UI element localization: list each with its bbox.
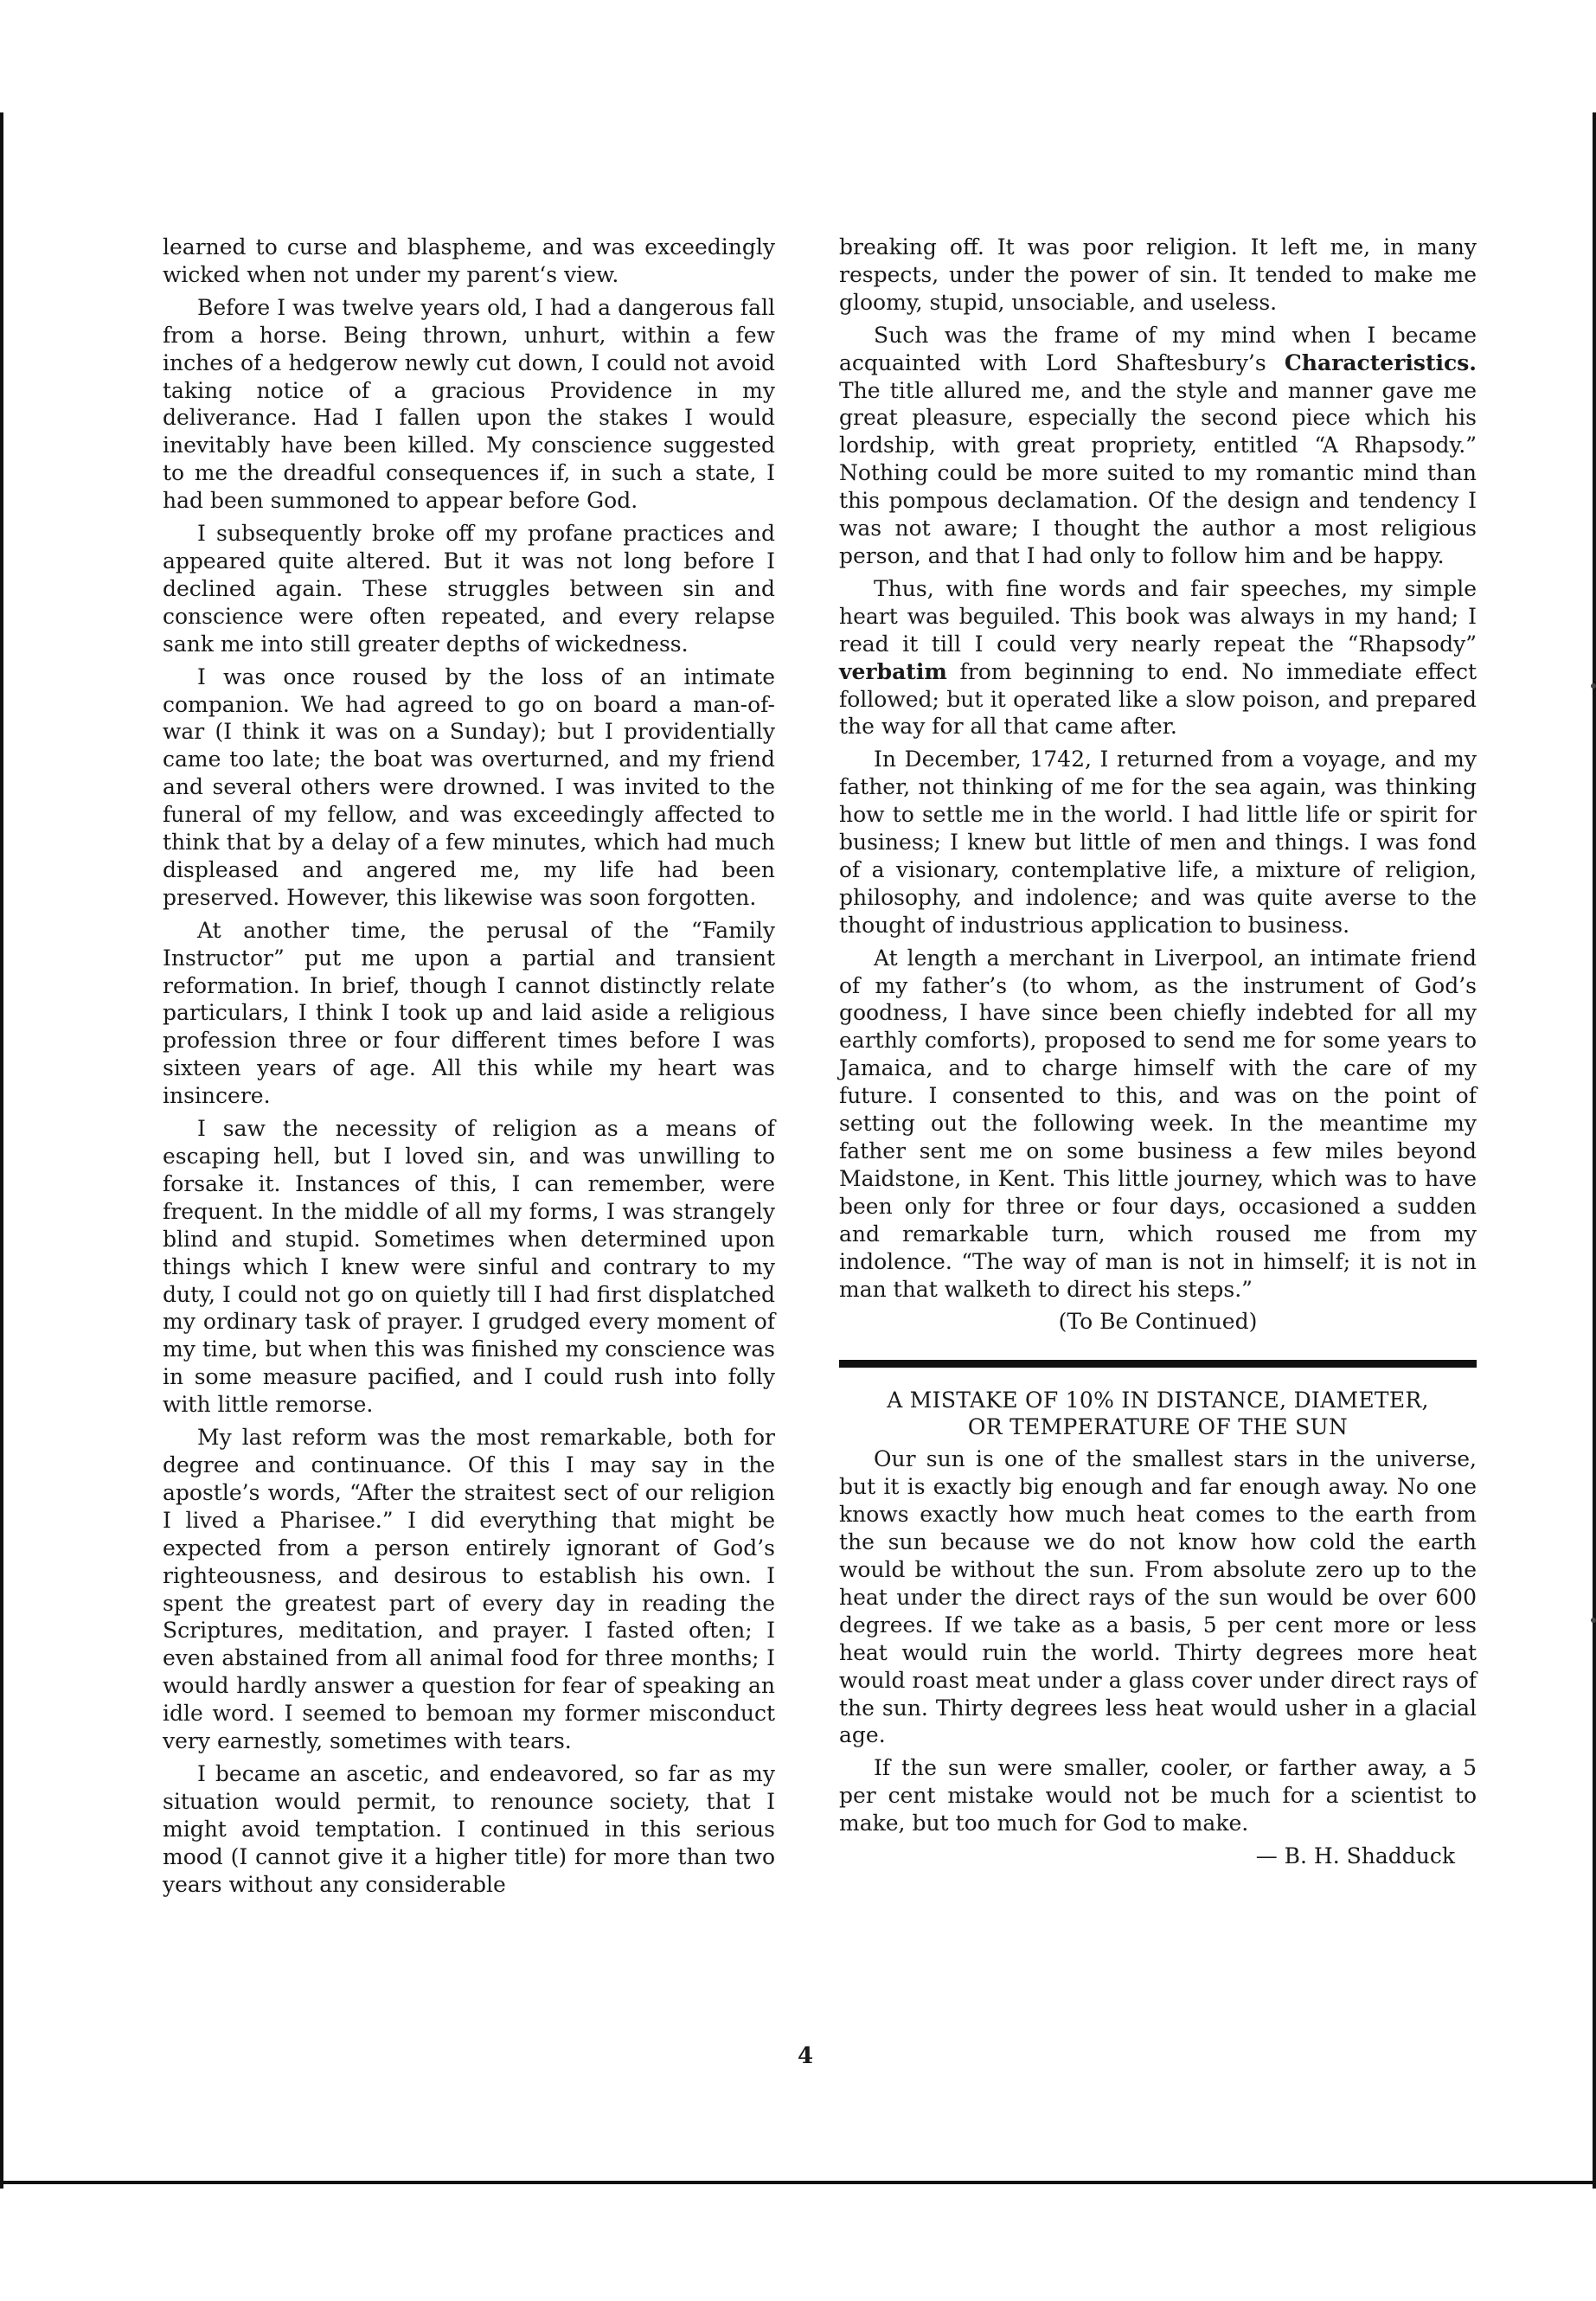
margin-mark <box>1591 1618 1596 1623</box>
continued-note: (To Be Continued) <box>1058 1309 1258 1335</box>
paragraph: I subsequently broke off my profane practices and appeared quite altered. But it was not long before I declined again. These struggles between sin and conscience were often repeated, and every relapse sank me into still greater depths of wickedness. <box>163 521 775 657</box>
margin-mark <box>1591 683 1596 689</box>
heading-line: A MISTAKE OF 10% IN DISTANCE, DIAMETER, <box>887 1388 1429 1413</box>
left-column <box>163 234 775 1903</box>
bottom-border-rule <box>0 2181 1596 2184</box>
paragraph: Before I was twelve years old, I had a dangerous fall from a horse. Being thrown, unhurt, within a few inches of a hedgerow newly cut down, I could not avoid taking notice of a gracious Providence in my deliverance. Had I fallen upon the stakes I would inevitably have been killed. My conscience suggested to me the dreadful consequences if, in such a state, I had been summoned to appear before God. <box>163 294 775 514</box>
text-run: Such was the frame of my mind when I became acquainted with Lord Shaftesbury’s <box>839 322 1477 375</box>
byline: — B. H. Shadduck <box>1255 1843 1455 1869</box>
paragraph: In December, 1742, I returned from a voyage, and my father, not thinking of me for the sea again, was thinking how to settle me in the world. I had little life or spirit for business; I knew but little of men and things. I was fond of a visionary, contemplative life, a mixture of religion, philosophy, and indolence; and was quite averse to the thought of industrious application to business. <box>839 747 1477 938</box>
page-number: 4 <box>798 2043 814 2069</box>
book-title: Characteristics. <box>1284 349 1477 375</box>
paragraph: learned to curse and blaspheme, and was exceedingly wicked when not under my parent‘s view. <box>163 234 775 287</box>
paragraph: My last reform was the most remarkable, both for degree and continuance. Of this I may say in the apostle’s words, “After the straitest sect of our religion I lived a Pharisee.” I did everything that might be expected from a person entirely ignorant of God’s righteousness, and desirous to establish his own. I spent the greatest part of every day in reading the Scriptures, meditation, and prayer. I fasted often; I even abstained from all animal food for three months; I would hardly answer a question for fear of speaking an idle word. I seemed to bemoan my former misconduct very earnestly, sometimes with tears. <box>163 1425 775 1754</box>
paragraph: I became an ascetic, and endeavored, so far as my situation would permit, to renounce society, that I might avoid temptation. I continued in this serious mood (I cannot give it a higher title) for more than two years without any considerable <box>163 1760 775 1897</box>
text-run: The title allured me, and the style and manner gave me great pleasure, especially the second piece which his lordship, with great propriety, entitled “A Rhapsody.” Nothing could be more suited to my romantic mind than this pompous declamation. Of the design and tendency I was not aware; I thought the author a most religious person, and that I had only to follow him and be happy. <box>839 377 1477 568</box>
paragraph: I saw the necessity of religion as a means of escaping hell, but I loved sin, and was unwilling to forsake it. Instances of this, I can remember, were frequent. In the middle of all my forms, I was strangely blind and stupid. Sometimes when determined upon things which I knew were sinful and contrary to my duty, I could not go on quietly till I had first displatched my ordinary task of prayer. I grudged every moment of my time, but when this was finished my conscience was in some measure pacified, and I could rush into folly with little remorse. <box>163 1116 775 1418</box>
text-run: from beginning to end. No immediate effect followed; but it operated like a slow poison, and prepared the way for all that came after. <box>839 658 1477 740</box>
paragraph: I was once roused by the loss of an intimate companion. We had agreed to go on board a man-of-war (I think it was on a Sunday); but I providentially came too late; the boat was overturned, and my friend and several others were drowned. I was invited to the funeral of my fellow, and was exceedingly affected to think that by a delay of a few minutes, which had much displeased and angered me, my life had been preserved. However, this likewise was soon forgotten. <box>163 663 775 910</box>
section-divider <box>839 1360 1477 1368</box>
paragraph: Our sun is one of the smallest stars in the universe, but it is exactly big enough and far enough away. No one knows exactly how much heat comes to the earth from the sun because we do not know how cold the earth would be without the sun. From absolute zero up to the heat under the direct rays of the sun would be over 600 degrees. If we take as a basis, 5 per cent more or less heat would ruin the world. Thirty degrees more heat would roast meat under a glass cover under direct rays of the sun. Thirty degrees less heat would usher in a glacial age. <box>839 1446 1477 1748</box>
right-column <box>839 234 1477 1875</box>
paragraph: At length a merchant in Liverpool, an intimate friend of my father’s (to whom, as the instrument of God’s goodness, I have since been chiefly indebted for all my earthly comforts), proposed to send me for some years to Jamaica, and to charge himself with the care of my future. I consented to this, and was on the point of setting out the following week. In the meantime my father sent me on some business a few miles beyond Maidstone, in Kent. This little journey, which was to have been only for three or four days, occasioned a sudden and remarkable turn, which roused me from my indolence. “The way of man is not in himself; it is not in man that walketh to direct his steps.” <box>839 945 1477 1302</box>
paragraph: At another time, the perusal of the “Family Instructor” put me upon a partial and transient reformation. In brief, though I cannot distinctly relate particulars, I think I took up and laid aside a religious profession three or four different times before I was sixteen years of age. All this while my heart was insincere. <box>163 917 775 1109</box>
right-border-rule <box>1593 112 1596 2189</box>
paragraph: breaking off. It was poor religion. It left me, in many respects, under the power of sin. It tended to make me gloomy, stupid, unsociable, and useless. <box>839 234 1477 315</box>
paragraph <box>839 322 1477 570</box>
paragraph <box>839 575 1477 740</box>
emphasized-term: verbatim <box>839 658 947 684</box>
paragraph: If the sun were smaller, cooler, or farther away, a 5 per cent mistake would not be much for a scientist to make, but too much for God to make. <box>839 1755 1477 1836</box>
heading-line: OR TEMPERATURE OF THE SUN <box>967 1414 1349 1440</box>
article-heading <box>839 1387 1477 1440</box>
left-border-rule <box>0 112 3 2189</box>
text-run: Thus, with fine words and fair speeches, my simple heart was beguiled. This book was always in my hand; I read it till I could very nearly repeat the “Rhapsody” <box>839 575 1477 657</box>
